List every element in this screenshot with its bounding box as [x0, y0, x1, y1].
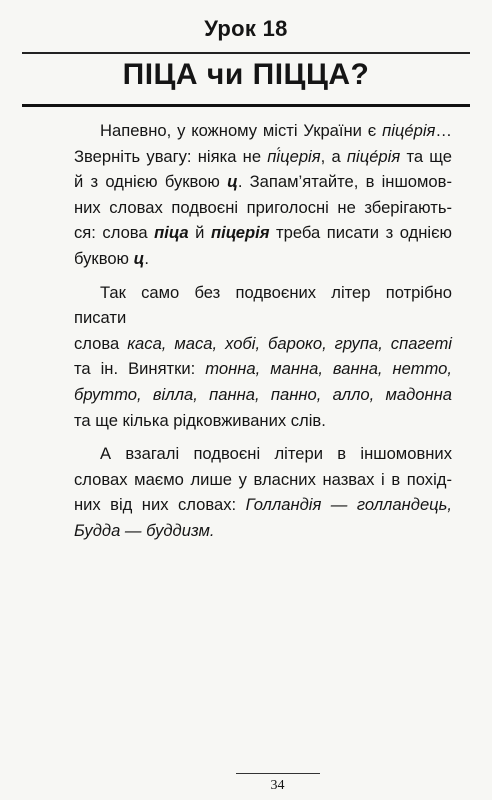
- text-run: них словах подвоєні приголосні не зберігають-: [74, 197, 452, 217]
- text-run: словах маємо лише у власних назвах і в похід-: [74, 469, 452, 489]
- text-run: треба писати з однією: [269, 223, 452, 243]
- paragraph: [74, 118, 452, 272]
- text-run: й з однією буквою: [74, 172, 228, 192]
- text-run: Напевно, у кожному місті України є: [100, 121, 383, 140]
- text-line: [74, 518, 452, 544]
- text-run: слова: [74, 333, 128, 353]
- text-run: Так само без подвоєних літер потрібно писати: [74, 282, 452, 328]
- text-run: .: [144, 248, 149, 268]
- emphasis-text: Голландія — голландець,: [245, 495, 452, 515]
- text-run: них від них словах:: [74, 495, 246, 515]
- emphasis-text: ц: [133, 248, 145, 268]
- emphasis-text: піца: [154, 223, 189, 243]
- text-run: та ще: [400, 146, 452, 166]
- emphasis-text: Будда — буддизм.: [74, 520, 215, 540]
- text-run: та ще кілька рідковживаних слів.: [74, 410, 326, 430]
- text-line: [74, 492, 452, 518]
- text-run: А взагалі подвоєні літери в іншомовних: [100, 444, 452, 464]
- text-line: [74, 280, 452, 331]
- text-line: [74, 144, 452, 170]
- text-line: [74, 331, 452, 357]
- emphasis-text: піцерія: [210, 223, 270, 243]
- text-run: та ін. Винятки:: [74, 359, 206, 379]
- text-line: [74, 356, 452, 382]
- top-divider: [22, 52, 470, 54]
- text-run: й: [188, 223, 211, 243]
- paragraph: [74, 441, 452, 543]
- text-run: буквою: [74, 248, 134, 268]
- text-line: [74, 169, 452, 195]
- paragraph: [74, 280, 452, 434]
- title-divider: [22, 104, 470, 107]
- text-line: [74, 195, 452, 221]
- text-run: ся: слова: [74, 223, 155, 243]
- emphasis-text: піце́рія: [346, 146, 401, 166]
- text-line: [74, 382, 452, 408]
- text-run: …: [435, 121, 452, 140]
- text-line: [74, 441, 452, 467]
- emphasis-text: тонна, манна, ванна, нетто,: [205, 359, 452, 379]
- text-line: [74, 408, 452, 434]
- text-line: [74, 246, 452, 272]
- text-run: , а: [320, 146, 347, 166]
- text-line: [74, 467, 452, 493]
- footer-divider: [236, 773, 320, 774]
- emphasis-text: пі́церія: [267, 146, 321, 166]
- emphasis-text: каса, маса, хобі, бароко, група, спагеті: [127, 333, 452, 353]
- emphasis-text: брутто, вілла, панна, панно, алло, мадонна: [74, 384, 452, 404]
- emphasis-text: піце́рія: [382, 121, 436, 140]
- emphasis-text: ц: [227, 172, 238, 192]
- text-line: [74, 118, 452, 144]
- body-text: [74, 118, 452, 544]
- page-title: ПІЦА чи ПІЦЦА?: [122, 58, 370, 91]
- lesson-label: Урок 18: [204, 16, 288, 41]
- text-run: . Запам’ятайте, в іншомов-: [237, 172, 452, 192]
- text-run: Зверніть увагу: ніяка не: [74, 146, 268, 166]
- text-line: [74, 220, 452, 246]
- page-number: 34: [270, 778, 285, 793]
